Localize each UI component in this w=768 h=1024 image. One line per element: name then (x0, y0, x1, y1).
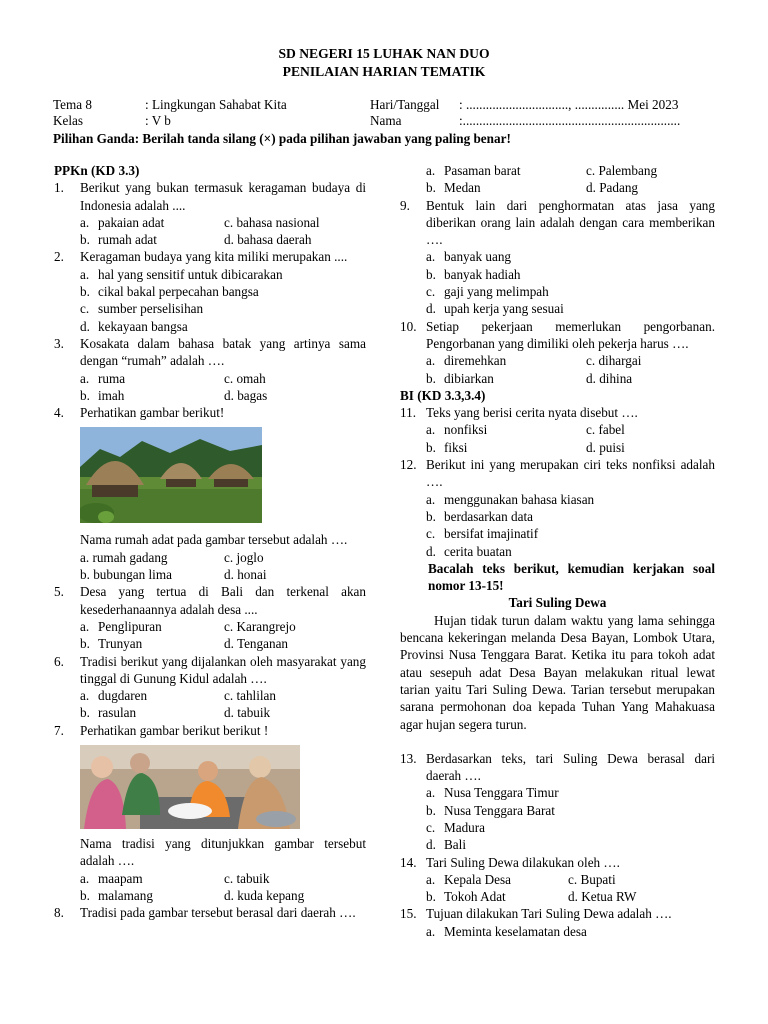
question-text: Berikut ini yang merupakan ciri teks nonfiksi adalah …. (426, 457, 715, 490)
options-q6 (54, 687, 366, 722)
option-b[interactable]: b. rumah adat (80, 232, 157, 248)
options-q7 (54, 870, 366, 905)
question-text: Tari Suling Dewa dilakukan oleh …. (426, 854, 620, 870)
option-b[interactable]: b. Nusa Tenggara Barat (426, 802, 555, 818)
tradition-photo (80, 745, 300, 829)
option-b[interactable]: b. Tokoh Adat (426, 889, 506, 905)
story-title: Tari Suling Dewa (508, 595, 607, 611)
question-number: 14. (400, 854, 417, 870)
option-c[interactable]: c. omah (224, 370, 266, 386)
question-number: 5. (54, 584, 64, 600)
right-column (400, 162, 715, 940)
left-column (54, 162, 366, 922)
question-15 (400, 905, 715, 922)
question-10 (400, 318, 715, 353)
question-text: Setiap pekerjaan memerlukan pengorbanan. Pengorbanan yang dimiliki oleh pekerja harus …. (426, 318, 715, 351)
question-text: Keragaman budaya yang kita miliki merupakan .... (80, 249, 348, 265)
option-c[interactable]: c. tahlilan (224, 688, 276, 704)
exam-title: PENILAIAN HARIAN TEMATIK (282, 64, 486, 79)
ppkn-heading: PPKn (KD 3.3) (54, 163, 140, 178)
question-number: 1. (54, 180, 64, 196)
question-text: Desa yang tertua di Bali dan terkenal akan kesederhanaannya adalah desa .... (80, 584, 366, 617)
question-9 (400, 197, 715, 249)
options-q4 (54, 549, 366, 584)
question-text: Teks yang berisi cerita nyata disebut …. (426, 405, 638, 421)
question-number: 6. (54, 653, 64, 669)
question-text: Tujuan dilakukan Tari Suling Dewa adalah …. (426, 906, 672, 922)
option-a[interactable]: a. pakaian adat (80, 214, 165, 230)
question-text: Berikut yang bukan termasuk keragaman budaya di Indonesia adalah .... (80, 180, 366, 213)
option-d[interactable]: d. cerita buatan (426, 543, 512, 559)
option-a[interactable]: a. Nusa Tenggara Timur (426, 785, 559, 801)
options-q10 (400, 352, 715, 387)
question-13 (400, 750, 715, 785)
option-b[interactable]: b. berdasarkan data (426, 508, 533, 524)
option-c[interactable]: c. dihargai (586, 353, 642, 369)
instruction: Pilihan Ganda: Berilah tanda silang (×) pada pilihan jawaban yang paling benar! (53, 131, 511, 146)
question-1 (54, 179, 366, 214)
option-d[interactable]: d. bagas (224, 387, 268, 403)
tema-label: Tema 8 (53, 97, 92, 112)
question-number: 11. (400, 405, 416, 421)
option-d[interactable]: d. dihina (586, 370, 633, 386)
nama-value: :.................................................................. (459, 113, 681, 128)
kelas-value: : V b (145, 113, 171, 128)
option-b[interactable]: b. Medan (426, 180, 481, 196)
option-a[interactable]: a. menggunakan bahasa kiasan (426, 491, 595, 507)
option-d[interactable]: d. upah kerja yang sesuai (426, 301, 564, 317)
options-q12 (400, 491, 715, 560)
question-4-text2 (54, 531, 366, 548)
question-text: Kosakata dalam bahasa batak yang artinya sama dengan “rumah” adalah …. (80, 335, 366, 369)
option-d[interactable]: d. Tenganan (224, 636, 289, 652)
question-7-text2 (54, 835, 366, 870)
question-number: 10. (400, 318, 417, 334)
options-q11 (400, 421, 715, 456)
question-6 (54, 653, 366, 688)
question-text: Nama tradisi yang ditunjukkan gambar tersebut adalah …. (80, 836, 366, 869)
question-14 (400, 854, 715, 871)
honai-house-photo (80, 427, 262, 523)
option-c[interactable]: c. fabel (586, 422, 625, 438)
option-b[interactable]: b. bubungan lima (80, 567, 172, 583)
option-a[interactable]: a. Kepala Desa (426, 871, 511, 887)
option-d[interactable]: d. Padang (586, 180, 639, 196)
question-text: Nama rumah adat pada gambar tersebut adalah …. (80, 532, 348, 548)
option-a[interactable]: a. Meminta keselamatan desa (426, 923, 587, 939)
question-number: 4. (54, 405, 64, 421)
options-q5 (54, 618, 366, 653)
question-number: 12. (400, 457, 417, 473)
question-text: Tradisi berikut yang dijalankan oleh masyarakat yang tinggal di Gunung Kidul adalah …. (80, 653, 366, 686)
question-text: Perhatikan gambar berikut! (80, 405, 225, 421)
option-d[interactable]: d. kekayaan bangsa (80, 318, 188, 334)
reading-instruction: Bacalah teks berikut, kemudian kerjakan soal nomor 13-15! (428, 560, 715, 594)
question-12 (400, 456, 715, 491)
question-number: 7. (54, 722, 64, 738)
options-q13 (400, 784, 715, 853)
option-c[interactable]: c. Madura (426, 819, 486, 835)
option-a[interactable]: a. Penglipuran (80, 618, 162, 634)
option-a[interactable]: a. diremehkan (426, 353, 507, 369)
option-b[interactable]: b. fiksi (426, 439, 468, 455)
option-d[interactable]: d. tabuik (224, 705, 271, 721)
honai-huts-illustration (80, 427, 262, 523)
option-c[interactable]: c. gaji yang melimpah (426, 284, 549, 300)
option-c[interactable]: c. bersifat imajinatif (426, 526, 539, 542)
option-c[interactable]: c. joglo (224, 549, 264, 565)
option-a[interactable]: a. Pasaman barat (426, 163, 521, 178)
options-q3 (54, 370, 366, 405)
option-a[interactable]: a. hal yang sensitif untuk dibicarakan (80, 266, 283, 282)
question-text: Perhatikan gambar berikut berikut ! (80, 722, 269, 738)
option-d[interactable]: d. bahasa daerah (224, 232, 312, 248)
options-q15 (400, 923, 715, 940)
option-a[interactable]: a. dugdaren (80, 688, 148, 704)
options-q14 (400, 871, 715, 906)
question-8 (54, 904, 366, 921)
question-number: 15. (400, 906, 417, 922)
question-number: 3. (54, 335, 64, 351)
option-a[interactable]: a. ruma (80, 370, 126, 386)
question-number: 9. (400, 197, 410, 213)
option-d[interactable]: d. kuda kepang (224, 887, 305, 903)
option-b[interactable]: b. cikal bakal perpecahan bangsa (80, 284, 259, 300)
question-3 (54, 335, 366, 370)
option-b[interactable]: b. malamang (80, 887, 153, 903)
women-cooking-illustration (80, 745, 300, 829)
options-q8 (400, 162, 715, 197)
question-number: 8. (54, 905, 64, 921)
nama-label: Nama (370, 113, 402, 128)
story-paragraph: Hujan tidak turun dalam waktu yang lama sehingga bencana kekeringan melanda Desa Bayan, Lombok Utara, Provinsi Nusa Tenggara Barat. Ketika itu para tokoh adat atau sesepuh adat Desa Bayan melakukan ritual lewat tarian yaitu Tari Suling Dewa. Tarian tersebut merupakan sarana permohonan doa kepada Tuhan Yang Mahakuasa agar hujan segera turun. (400, 612, 715, 732)
option-b[interactable]: b. Trunyan (80, 636, 143, 652)
question-7 (54, 722, 366, 739)
kelas-label: Kelas (53, 113, 84, 128)
options-q9 (400, 248, 715, 317)
option-c[interactable]: c. Bupati (568, 871, 616, 887)
hari-value: : ..............................., ............... Mei 2023 (459, 97, 679, 112)
option-b[interactable]: b. rasulan (80, 705, 137, 721)
tema-value: : Lingkungan Sahabat Kita (145, 97, 287, 112)
option-b[interactable]: b. imah (80, 387, 125, 403)
options-q2 (54, 266, 366, 335)
option-c[interactable]: c. bahasa nasional (224, 214, 320, 230)
option-a[interactable]: a. rumah gadang (80, 549, 168, 565)
question-number: 13. (400, 750, 417, 766)
question-2 (54, 248, 366, 265)
question-11 (400, 404, 715, 421)
option-a[interactable]: a. banyak uang (426, 249, 512, 265)
question-4 (54, 404, 366, 421)
school-name: SD NEGERI 15 LUHAK NAN DUO (278, 46, 490, 61)
hari-label: Hari/Tanggal (370, 97, 440, 112)
option-b[interactable]: b. banyak hadiah (426, 266, 521, 282)
question-number: 2. (54, 249, 64, 265)
option-c[interactable]: c. Karangrejo (224, 618, 296, 634)
option-c[interactable]: c. sumber perselisihan (80, 301, 204, 317)
option-d[interactable]: d. honai (224, 567, 267, 583)
option-d[interactable]: d. puisi (586, 439, 625, 455)
option-d[interactable]: d. Bali (426, 837, 466, 853)
option-a[interactable]: a. nonfiksi (426, 422, 488, 438)
question-text: Berdasarkan teks, tari Suling Dewa berasal dari daerah …. (426, 750, 715, 784)
option-d[interactable]: d. Ketua RW (568, 889, 637, 905)
option-c[interactable]: c. tabuik (224, 870, 270, 886)
option-b[interactable]: b. dibiarkan (426, 370, 494, 386)
option-a[interactable]: a. maapam (80, 870, 143, 886)
question-text: Bentuk lain dari penghormatan atas jasa yang diberikan orang lain adalah dengan cara memberikan …. (426, 197, 715, 248)
bi-heading: BI (KD 3.3,3.4) (400, 387, 486, 403)
question-text: Tradisi pada gambar tersebut berasal dari daerah …. (80, 905, 356, 921)
options-q1 (54, 214, 366, 249)
question-5 (54, 583, 366, 618)
option-c[interactable]: c. Palembang (586, 163, 658, 178)
